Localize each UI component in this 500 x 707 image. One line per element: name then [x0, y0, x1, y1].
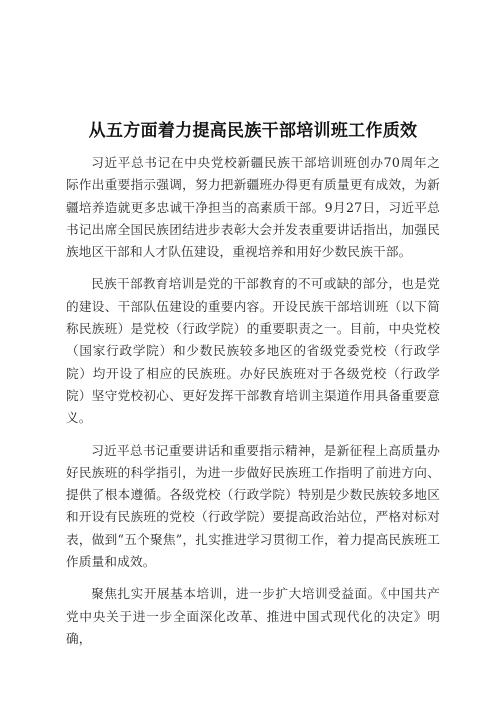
paragraph-3: 习近平总书记重要讲话和重要指示精神，是新征程上高质量办好民族班的科学指引，为进一步做好民族班工作指明了前进方向、提供了根本遵循。各级党校（行政学院）特别是少数民族较多地区和开设有民族班的党校（行政学院）要提高政治站位，严格对标对表，做到“五个聚焦”，扎实推进学习贯彻工作，着力提高民族班工作质量和成效。	[66, 442, 440, 570]
paragraph-4: 聚焦扎实开展基本培训，进一步扩大培训受益面。《中国共产党中央关于进一步全面深化改革、推进中国式现代化的决定》明确，	[66, 586, 440, 646]
document-title: 从五方面着力提高民族干部培训班工作质效	[88, 121, 418, 141]
paragraph-1: 习近平总书记在中央党校新疆民族干部培训班创办70周年之际作出重要指示强调，努力把新疆班办得更有质量更有成效，为新疆培养造就更多忠诚干净担当的高素质干部。9月27日，习近平总书记出席全国民族团结进步表彰大会并发表重要讲话指出，加强民族地区干部和人才队伍建设，重视培养和用好少数民族干部。	[66, 155, 440, 260]
paragraph-2: 民族干部教育培训是党的干部教育的不可或缺的部分，也是党的建设、干部队伍建设的重要内容。开设民族干部培训班（以下简称民族班）是党校（行政学院）的重要职责之一。目前，中央党校（国家行政学院）和少数民族较多地区的省级党委党校（行政学院）均开设了相应的民族班。办好民族班对于各级党校（行政学院）坚守党校初心、更好发挥干部教育培训主渠道作用具备重要意义。	[66, 276, 440, 426]
